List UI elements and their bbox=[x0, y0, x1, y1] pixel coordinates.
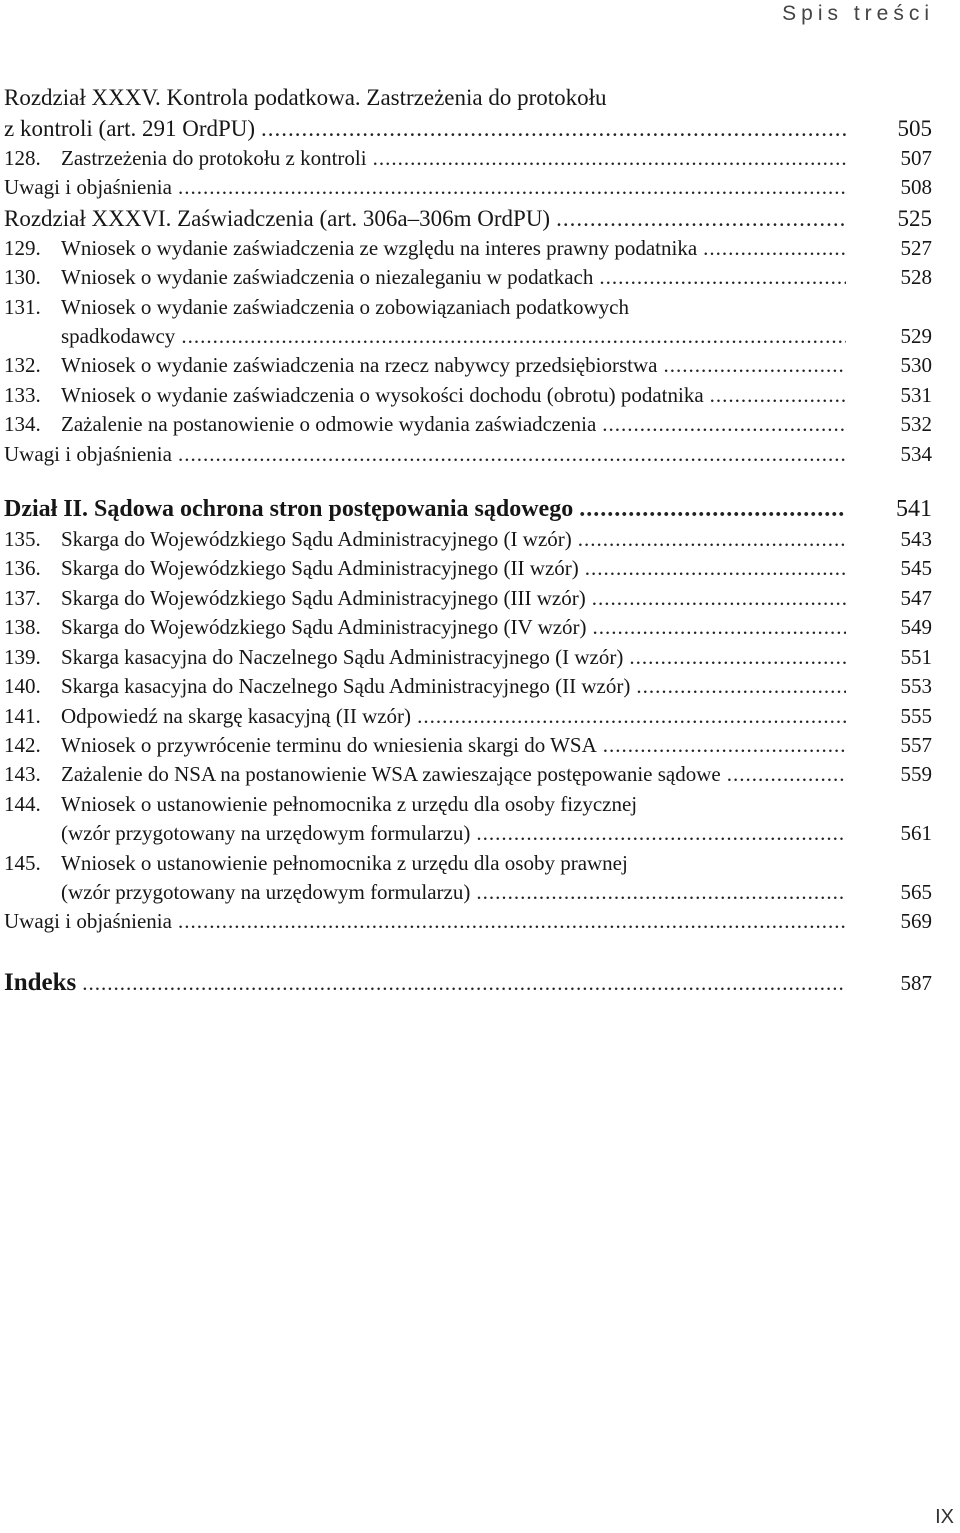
toc-entry-143[interactable] bbox=[4, 760, 932, 789]
toc-entry-131[interactable] bbox=[4, 293, 932, 352]
dot-leader bbox=[579, 494, 846, 525]
dot-leader bbox=[476, 878, 846, 907]
toc-title: Uwagi i objaśnienia bbox=[4, 441, 172, 466]
toc-title: Rozdział XXXVI. Zaświadczenia (art. 306a–306m OrdPU) bbox=[4, 205, 551, 231]
dot-leader bbox=[727, 760, 846, 789]
dot-leader bbox=[178, 907, 846, 936]
toc-entry-number: 139. bbox=[4, 644, 41, 669]
dot-leader bbox=[710, 381, 846, 410]
toc-title: Dział II. Sądowa ochrona stron postępowania sądowego bbox=[4, 496, 574, 523]
dot-leader bbox=[261, 113, 846, 144]
toc-title: Wniosek o ustanowienie pełnomocnika z urzędu dla osoby prawnej bbox=[61, 850, 628, 875]
toc-title: Uwagi i objaśnienia bbox=[4, 909, 172, 934]
toc-entry-number: 135. bbox=[4, 527, 41, 552]
toc-page-number: 507 bbox=[900, 146, 932, 170]
toc-entry-135[interactable] bbox=[4, 525, 932, 554]
dot-leader bbox=[592, 584, 846, 613]
toc-page-number: 549 bbox=[900, 615, 932, 640]
toc-entry-number: 143. bbox=[4, 762, 41, 787]
toc-title: Skarga do Wojewódzkiego Sądu Administracyjnego (IV wzór) bbox=[61, 615, 587, 640]
toc-title: Wniosek o ustanowienie pełnomocnika z urzędu dla osoby fizycznej bbox=[61, 791, 638, 816]
toc-entry-133[interactable] bbox=[4, 381, 932, 410]
toc-title: Skarga kasacyjna do Naczelnego Sądu Administracyjnego (I wzór) bbox=[61, 644, 624, 669]
toc-title: Skarga kasacyjna do Naczelnego Sądu Administracyjnego (II wzór) bbox=[61, 674, 631, 699]
dot-leader bbox=[636, 672, 846, 701]
toc-page-number: 551 bbox=[900, 644, 932, 669]
toc-chapter-35[interactable] bbox=[4, 82, 932, 144]
dot-leader bbox=[556, 203, 846, 234]
dot-leader bbox=[178, 440, 846, 469]
toc-entry-number: 144. bbox=[4, 791, 41, 816]
toc-entry-145[interactable] bbox=[4, 849, 932, 908]
toc-entry-136[interactable] bbox=[4, 554, 932, 583]
toc-title-cont: (wzór przygotowany na urzędowym formularzu) bbox=[61, 879, 471, 904]
running-head: Spis treści bbox=[782, 2, 934, 25]
toc-entry-140[interactable] bbox=[4, 672, 932, 701]
dot-leader bbox=[593, 613, 846, 642]
toc-notes-part-2[interactable] bbox=[4, 907, 932, 936]
toc-entry-129[interactable] bbox=[4, 234, 932, 263]
toc-page-number: 555 bbox=[900, 703, 932, 728]
toc-page-number: 565 bbox=[900, 879, 932, 904]
toc-entry-number: 131. bbox=[4, 294, 41, 319]
toc-page-number: 553 bbox=[900, 674, 932, 699]
toc-entry-number: 138. bbox=[4, 615, 41, 640]
toc-page-number: 530 bbox=[900, 353, 932, 378]
toc-page-number: 557 bbox=[900, 732, 932, 757]
toc-entry-number: 130. bbox=[4, 265, 41, 290]
toc-title: Zażalenie na postanowienie o odmowie wydania zaświadczenia bbox=[61, 412, 597, 437]
dot-leader bbox=[663, 351, 846, 380]
toc-page-number: 559 bbox=[900, 762, 932, 787]
toc-title: Indeks bbox=[4, 968, 77, 996]
toc-page-number: 543 bbox=[900, 527, 932, 552]
dot-leader bbox=[178, 173, 846, 202]
toc-title: Wniosek o wydanie zaświadczenia ze względu na interes prawny podatnika bbox=[61, 235, 698, 260]
toc-title: Zażalenie do NSA na postanowienie WSA zawieszające postępowanie sądowe bbox=[61, 762, 721, 787]
toc-entry-142[interactable] bbox=[4, 731, 932, 760]
toc-entry-number: 145. bbox=[4, 850, 41, 875]
toc-page-number: 508 bbox=[900, 175, 932, 200]
dot-leader bbox=[703, 234, 846, 263]
toc-entry-number: 142. bbox=[4, 732, 41, 757]
toc-page-number: 545 bbox=[900, 556, 932, 581]
toc-entry-number: 132. bbox=[4, 353, 41, 378]
toc-entry-137[interactable] bbox=[4, 584, 932, 613]
dot-leader bbox=[476, 819, 846, 848]
dot-leader bbox=[629, 643, 846, 672]
toc-page-number: 532 bbox=[900, 412, 932, 437]
dot-leader bbox=[82, 967, 846, 999]
toc-page-number: 525 bbox=[897, 205, 932, 231]
toc-notes-36[interactable] bbox=[4, 440, 932, 469]
toc-title: Uwagi i objaśnienia bbox=[4, 175, 172, 200]
toc-title-cont: spadkodawcy bbox=[61, 324, 176, 349]
toc-page-number: 529 bbox=[900, 324, 932, 349]
toc-part-2[interactable] bbox=[4, 494, 932, 525]
toc-title: Wniosek o wydanie zaświadczenia o zobowiązaniach podatkowych bbox=[61, 294, 629, 319]
table-of-contents bbox=[4, 82, 932, 999]
page-number-folio: IX bbox=[935, 1506, 954, 1528]
toc-page-number: 527 bbox=[900, 235, 932, 260]
toc-title: Wniosek o wydanie zaświadczenia na rzecz nabywcy przedsiębiorstwa bbox=[61, 353, 658, 378]
toc-index[interactable] bbox=[4, 967, 932, 999]
toc-title: Zastrzeżenia do protokołu z kontroli bbox=[61, 146, 367, 170]
toc-page-number: 541 bbox=[896, 496, 932, 523]
dot-leader bbox=[602, 410, 846, 439]
toc-entry-number: 141. bbox=[4, 703, 41, 728]
toc-entry-number: 129. bbox=[4, 235, 41, 260]
toc-page-number: 561 bbox=[900, 821, 932, 846]
toc-entry-132[interactable] bbox=[4, 351, 932, 380]
toc-page-number: 587 bbox=[900, 970, 932, 995]
toc-page-number: 528 bbox=[900, 265, 932, 290]
dot-leader bbox=[181, 322, 846, 351]
toc-page-number: 534 bbox=[900, 441, 932, 466]
toc-entry-number: 134. bbox=[4, 412, 41, 437]
toc-entry-number: 136. bbox=[4, 556, 41, 581]
toc-entry-number: 133. bbox=[4, 382, 41, 407]
toc-page-number: 531 bbox=[900, 382, 932, 407]
toc-title: Skarga do Wojewódzkiego Sądu Administracyjnego (I wzór) bbox=[61, 527, 572, 552]
toc-title-cont: z kontroli (art. 291 OrdPU) bbox=[4, 116, 256, 141]
toc-page-number: 569 bbox=[900, 909, 932, 934]
toc-entry-number: 140. bbox=[4, 674, 41, 699]
dot-leader bbox=[373, 144, 846, 173]
toc-page-number: 505 bbox=[897, 116, 932, 141]
toc-title-cont: (wzór przygotowany na urzędowym formularzu) bbox=[61, 821, 471, 846]
toc-title: Wniosek o wydanie zaświadczenia o niezaleganiu w podatkach bbox=[61, 265, 594, 290]
dot-leader bbox=[417, 702, 846, 731]
toc-title: Skarga do Wojewódzkiego Sądu Administracyjnego (III wzór) bbox=[61, 585, 586, 610]
toc-title: Rozdział XXXV. Kontrola podatkowa. Zastrzeżenia do protokołu bbox=[4, 85, 607, 110]
dot-leader bbox=[585, 554, 846, 583]
toc-entry-130[interactable] bbox=[4, 263, 932, 292]
toc-entry-number: 137. bbox=[4, 585, 41, 610]
toc-entry-128[interactable] bbox=[4, 144, 932, 173]
toc-entry-139[interactable] bbox=[4, 643, 932, 672]
toc-chapter-36[interactable] bbox=[4, 203, 932, 234]
toc-entry-138[interactable] bbox=[4, 613, 932, 642]
toc-notes-35[interactable] bbox=[4, 173, 932, 202]
toc-page-number: 547 bbox=[900, 585, 932, 610]
dot-leader bbox=[599, 263, 846, 292]
toc-title: Wniosek o przywrócenie terminu do wniesienia skargi do WSA bbox=[61, 732, 597, 757]
toc-entry-134[interactable] bbox=[4, 410, 932, 439]
toc-entry-144[interactable] bbox=[4, 790, 932, 849]
toc-title: Skarga do Wojewódzkiego Sądu Administracyjnego (II wzór) bbox=[61, 556, 579, 581]
toc-title: Odpowiedź na skargę kasacyjną (II wzór) bbox=[61, 703, 412, 728]
dot-leader bbox=[578, 525, 846, 554]
toc-entry-number: 128. bbox=[4, 146, 41, 170]
dot-leader bbox=[603, 731, 846, 760]
toc-title: Wniosek o wydanie zaświadczenia o wysokości dochodu (obrotu) podatnika bbox=[61, 382, 704, 407]
toc-entry-141[interactable] bbox=[4, 702, 932, 731]
